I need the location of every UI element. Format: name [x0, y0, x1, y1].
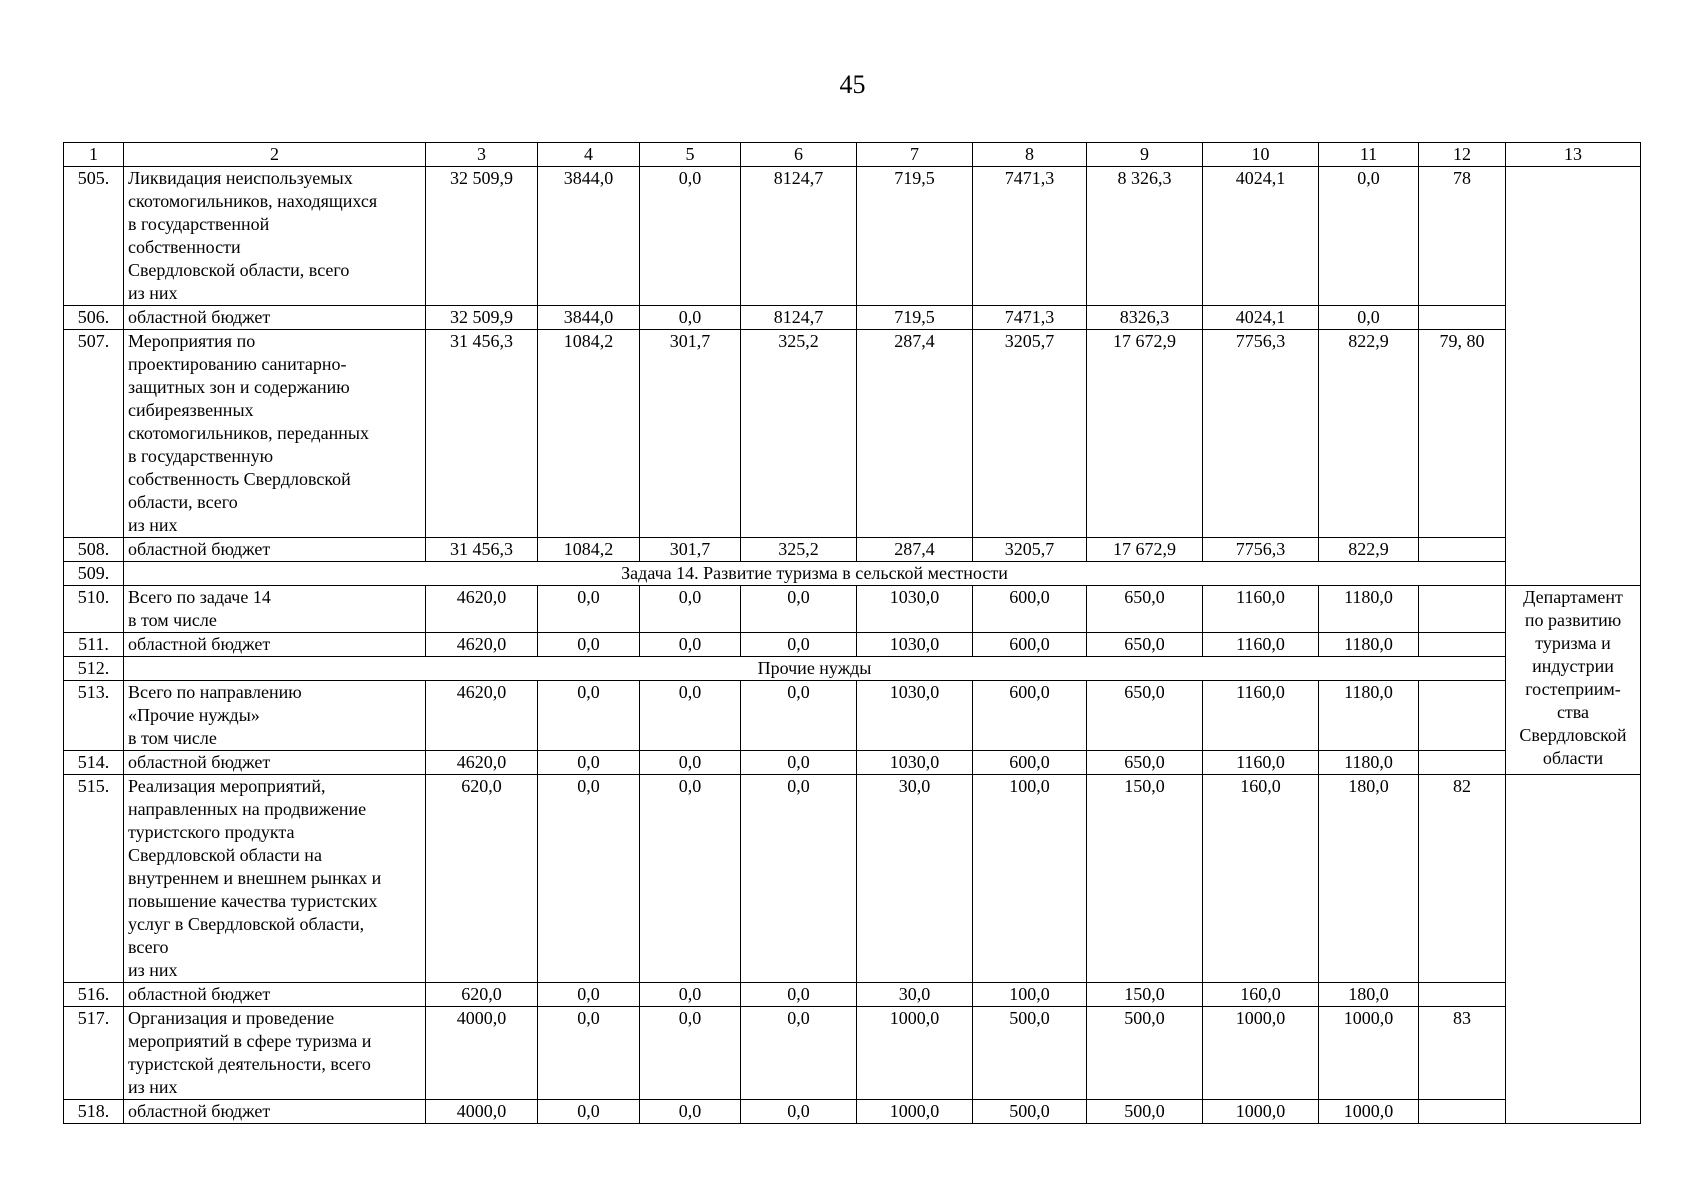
value-cell: 4000,0 [426, 1100, 538, 1124]
value-cell: 100,0 [973, 983, 1087, 1007]
column-header: 12 [1419, 143, 1506, 167]
value-cell: 7471,3 [973, 306, 1087, 330]
value-cell: 30,0 [857, 983, 973, 1007]
value-cell: 719,5 [857, 167, 973, 306]
value-cell: 0,0 [640, 751, 741, 775]
value-cell: 150,0 [1087, 983, 1203, 1007]
row-name: Организация и проведение мероприятий в сфере туризма и туристской деятельности, всего из них [124, 1007, 426, 1100]
column-header: 6 [741, 143, 857, 167]
row-number: 510. [64, 586, 124, 633]
indicator-cell: 83 [1419, 1007, 1506, 1100]
row-number: 513. [64, 681, 124, 751]
value-cell: 1030,0 [857, 751, 973, 775]
value-cell: 0,0 [538, 751, 640, 775]
value-cell: 8326,3 [1087, 306, 1203, 330]
value-cell: 17 672,9 [1087, 538, 1203, 562]
row-name: Всего по задаче 14 в том числе [124, 586, 426, 633]
table-row [64, 306, 1641, 330]
value-cell: 0,0 [1319, 167, 1419, 306]
value-cell: 301,7 [640, 538, 741, 562]
value-cell: 8 326,3 [1087, 167, 1203, 306]
value-cell: 0,0 [640, 775, 741, 983]
row-number: 515. [64, 775, 124, 983]
indicator-cell [1419, 1100, 1506, 1124]
value-cell: 1160,0 [1203, 586, 1319, 633]
row-number: 509. [64, 562, 124, 586]
value-cell: 0,0 [640, 306, 741, 330]
value-cell: 650,0 [1087, 681, 1203, 751]
value-cell: 1000,0 [857, 1100, 973, 1124]
value-cell: 0,0 [741, 1100, 857, 1124]
indicator-cell [1419, 306, 1506, 330]
value-cell: 32 509,9 [426, 306, 538, 330]
value-cell: 7756,3 [1203, 538, 1319, 562]
row-number: 512. [64, 657, 124, 681]
row-name: Ликвидация неиспользуемых скотомогильников, находящихся в государственной собственности Свердловской области, всего из них [124, 167, 426, 306]
table-row [64, 751, 1641, 775]
value-cell: 500,0 [973, 1007, 1087, 1100]
value-cell: 1180,0 [1319, 633, 1419, 657]
indicator-cell [1419, 681, 1506, 751]
value-cell: 0,0 [640, 983, 741, 1007]
value-cell: 500,0 [1087, 1100, 1203, 1124]
value-cell: 0,0 [538, 983, 640, 1007]
value-cell: 160,0 [1203, 983, 1319, 1007]
value-cell: 3205,7 [973, 330, 1087, 538]
table-row [64, 633, 1641, 657]
value-cell: 620,0 [426, 983, 538, 1007]
value-cell: 1084,2 [538, 330, 640, 538]
value-cell: 325,2 [741, 330, 857, 538]
table-row [64, 1007, 1641, 1100]
value-cell: 0,0 [538, 1100, 640, 1124]
value-cell: 500,0 [1087, 1007, 1203, 1100]
value-cell: 160,0 [1203, 775, 1319, 983]
indicator-cell: 82 [1419, 775, 1506, 983]
column-header: 5 [640, 143, 741, 167]
page-number: 45 [839, 70, 866, 99]
value-cell: 620,0 [426, 775, 538, 983]
value-cell: 0,0 [538, 775, 640, 983]
value-cell: 4000,0 [426, 1007, 538, 1100]
column-header: 1 [64, 143, 124, 167]
value-cell: 650,0 [1087, 633, 1203, 657]
section-row [64, 562, 1641, 586]
row-number: 514. [64, 751, 124, 775]
table-row [64, 167, 1641, 306]
section-title: Прочие нужды [124, 657, 1506, 681]
section-title: Задача 14. Развитие туризма в сельской местности [124, 562, 1506, 586]
row-name: Всего по направлению «Прочие нужды» в том числе [124, 681, 426, 751]
value-cell: 30,0 [857, 775, 973, 983]
value-cell: 17 672,9 [1087, 330, 1203, 538]
table-row [64, 330, 1641, 538]
value-cell: 4620,0 [426, 633, 538, 657]
value-cell: 1030,0 [857, 681, 973, 751]
responsible-empty [1506, 775, 1641, 1124]
value-cell: 4620,0 [426, 586, 538, 633]
value-cell: 650,0 [1087, 586, 1203, 633]
value-cell: 3844,0 [538, 306, 640, 330]
section-row [64, 657, 1641, 681]
value-cell: 0,0 [640, 167, 741, 306]
table-row [64, 681, 1641, 751]
value-cell: 3205,7 [973, 538, 1087, 562]
row-name: областной бюджет [124, 983, 426, 1007]
value-cell: 325,2 [741, 538, 857, 562]
indicator-cell [1419, 633, 1506, 657]
value-cell: 180,0 [1319, 775, 1419, 983]
row-number: 505. [64, 167, 124, 306]
row-number: 518. [64, 1100, 124, 1124]
indicator-cell [1419, 586, 1506, 633]
column-header: 2 [124, 143, 426, 167]
column-header: 8 [973, 143, 1087, 167]
column-header: 10 [1203, 143, 1319, 167]
value-cell: 1160,0 [1203, 751, 1319, 775]
value-cell: 8124,7 [741, 167, 857, 306]
value-cell: 650,0 [1087, 751, 1203, 775]
value-cell: 0,0 [640, 1100, 741, 1124]
value-cell: 1180,0 [1319, 681, 1419, 751]
value-cell: 1030,0 [857, 633, 973, 657]
table-row [64, 1100, 1641, 1124]
value-cell: 1084,2 [538, 538, 640, 562]
indicator-cell: 78 [1419, 167, 1506, 306]
value-cell: 7756,3 [1203, 330, 1319, 538]
value-cell: 31 456,3 [426, 330, 538, 538]
value-cell: 0,0 [640, 681, 741, 751]
value-cell: 0,0 [538, 681, 640, 751]
row-number: 516. [64, 983, 124, 1007]
row-number: 517. [64, 1007, 124, 1100]
value-cell: 180,0 [1319, 983, 1419, 1007]
row-name: областной бюджет [124, 306, 426, 330]
value-cell: 1000,0 [1319, 1007, 1419, 1100]
value-cell: 500,0 [973, 1100, 1087, 1124]
column-header: 13 [1506, 143, 1641, 167]
value-cell: 32 509,9 [426, 167, 538, 306]
value-cell: 4620,0 [426, 681, 538, 751]
responsible-empty [1506, 167, 1641, 586]
value-cell: 0,0 [741, 751, 857, 775]
row-name: Реализация мероприятий, направленных на продвижение туристского продукта Свердловской области на внутреннем и внешнем рынках и повышение качества туристских услуг в Свердловской области, всего из них [124, 775, 426, 983]
value-cell: 301,7 [640, 330, 741, 538]
value-cell: 600,0 [973, 633, 1087, 657]
value-cell: 600,0 [973, 586, 1087, 633]
table-row [64, 775, 1641, 983]
value-cell: 3844,0 [538, 167, 640, 306]
value-cell: 822,9 [1319, 538, 1419, 562]
value-cell: 1000,0 [1319, 1100, 1419, 1124]
value-cell: 1180,0 [1319, 586, 1419, 633]
column-header: 7 [857, 143, 973, 167]
value-cell: 4024,1 [1203, 167, 1319, 306]
value-cell: 150,0 [1087, 775, 1203, 983]
value-cell: 4620,0 [426, 751, 538, 775]
row-number: 508. [64, 538, 124, 562]
budget-table [63, 142, 1641, 1124]
value-cell: 0,0 [741, 586, 857, 633]
value-cell: 1160,0 [1203, 633, 1319, 657]
value-cell: 0,0 [640, 1007, 741, 1100]
indicator-cell [1419, 751, 1506, 775]
value-cell: 287,4 [857, 538, 973, 562]
value-cell: 1000,0 [1203, 1100, 1319, 1124]
value-cell: 822,9 [1319, 330, 1419, 538]
value-cell: 7471,3 [973, 167, 1087, 306]
indicator-cell [1419, 538, 1506, 562]
value-cell: 1000,0 [857, 1007, 973, 1100]
row-name: Мероприятия по проектированию санитарно- защитных зон и содержанию сибиреязвенных скотомогильников, переданных в государственную собственность Свердловской области, всего из них [124, 330, 426, 538]
indicator-cell: 79, 80 [1419, 330, 1506, 538]
value-cell: 600,0 [973, 681, 1087, 751]
value-cell: 0,0 [741, 1007, 857, 1100]
value-cell: 0,0 [1319, 306, 1419, 330]
value-cell: 0,0 [538, 1007, 640, 1100]
value-cell: 31 456,3 [426, 538, 538, 562]
row-number: 506. [64, 306, 124, 330]
value-cell: 0,0 [538, 633, 640, 657]
value-cell: 0,0 [640, 633, 741, 657]
row-name: областной бюджет [124, 538, 426, 562]
value-cell: 1160,0 [1203, 681, 1319, 751]
value-cell: 1000,0 [1203, 1007, 1319, 1100]
indicator-cell [1419, 983, 1506, 1007]
value-cell: 0,0 [741, 983, 857, 1007]
responsible-department: Департамент по развитию туризма и индустрии гостеприим- ства Свердловской области [1506, 586, 1641, 775]
row-name: областной бюджет [124, 751, 426, 775]
column-header: 3 [426, 143, 538, 167]
value-cell: 0,0 [741, 633, 857, 657]
header-row [64, 143, 1641, 167]
value-cell: 100,0 [973, 775, 1087, 983]
column-header: 4 [538, 143, 640, 167]
value-cell: 4024,1 [1203, 306, 1319, 330]
row-name: областной бюджет [124, 633, 426, 657]
value-cell: 0,0 [741, 775, 857, 983]
value-cell: 0,0 [538, 586, 640, 633]
value-cell: 287,4 [857, 330, 973, 538]
table-row [64, 983, 1641, 1007]
row-number: 511. [64, 633, 124, 657]
value-cell: 0,0 [741, 681, 857, 751]
column-header: 11 [1319, 143, 1419, 167]
value-cell: 1180,0 [1319, 751, 1419, 775]
value-cell: 0,0 [640, 586, 741, 633]
row-name: областной бюджет [124, 1100, 426, 1124]
value-cell: 600,0 [973, 751, 1087, 775]
value-cell: 719,5 [857, 306, 973, 330]
table-row [64, 538, 1641, 562]
column-header: 9 [1087, 143, 1203, 167]
value-cell: 8124,7 [741, 306, 857, 330]
value-cell: 1030,0 [857, 586, 973, 633]
table-row [64, 586, 1641, 633]
row-number: 507. [64, 330, 124, 538]
